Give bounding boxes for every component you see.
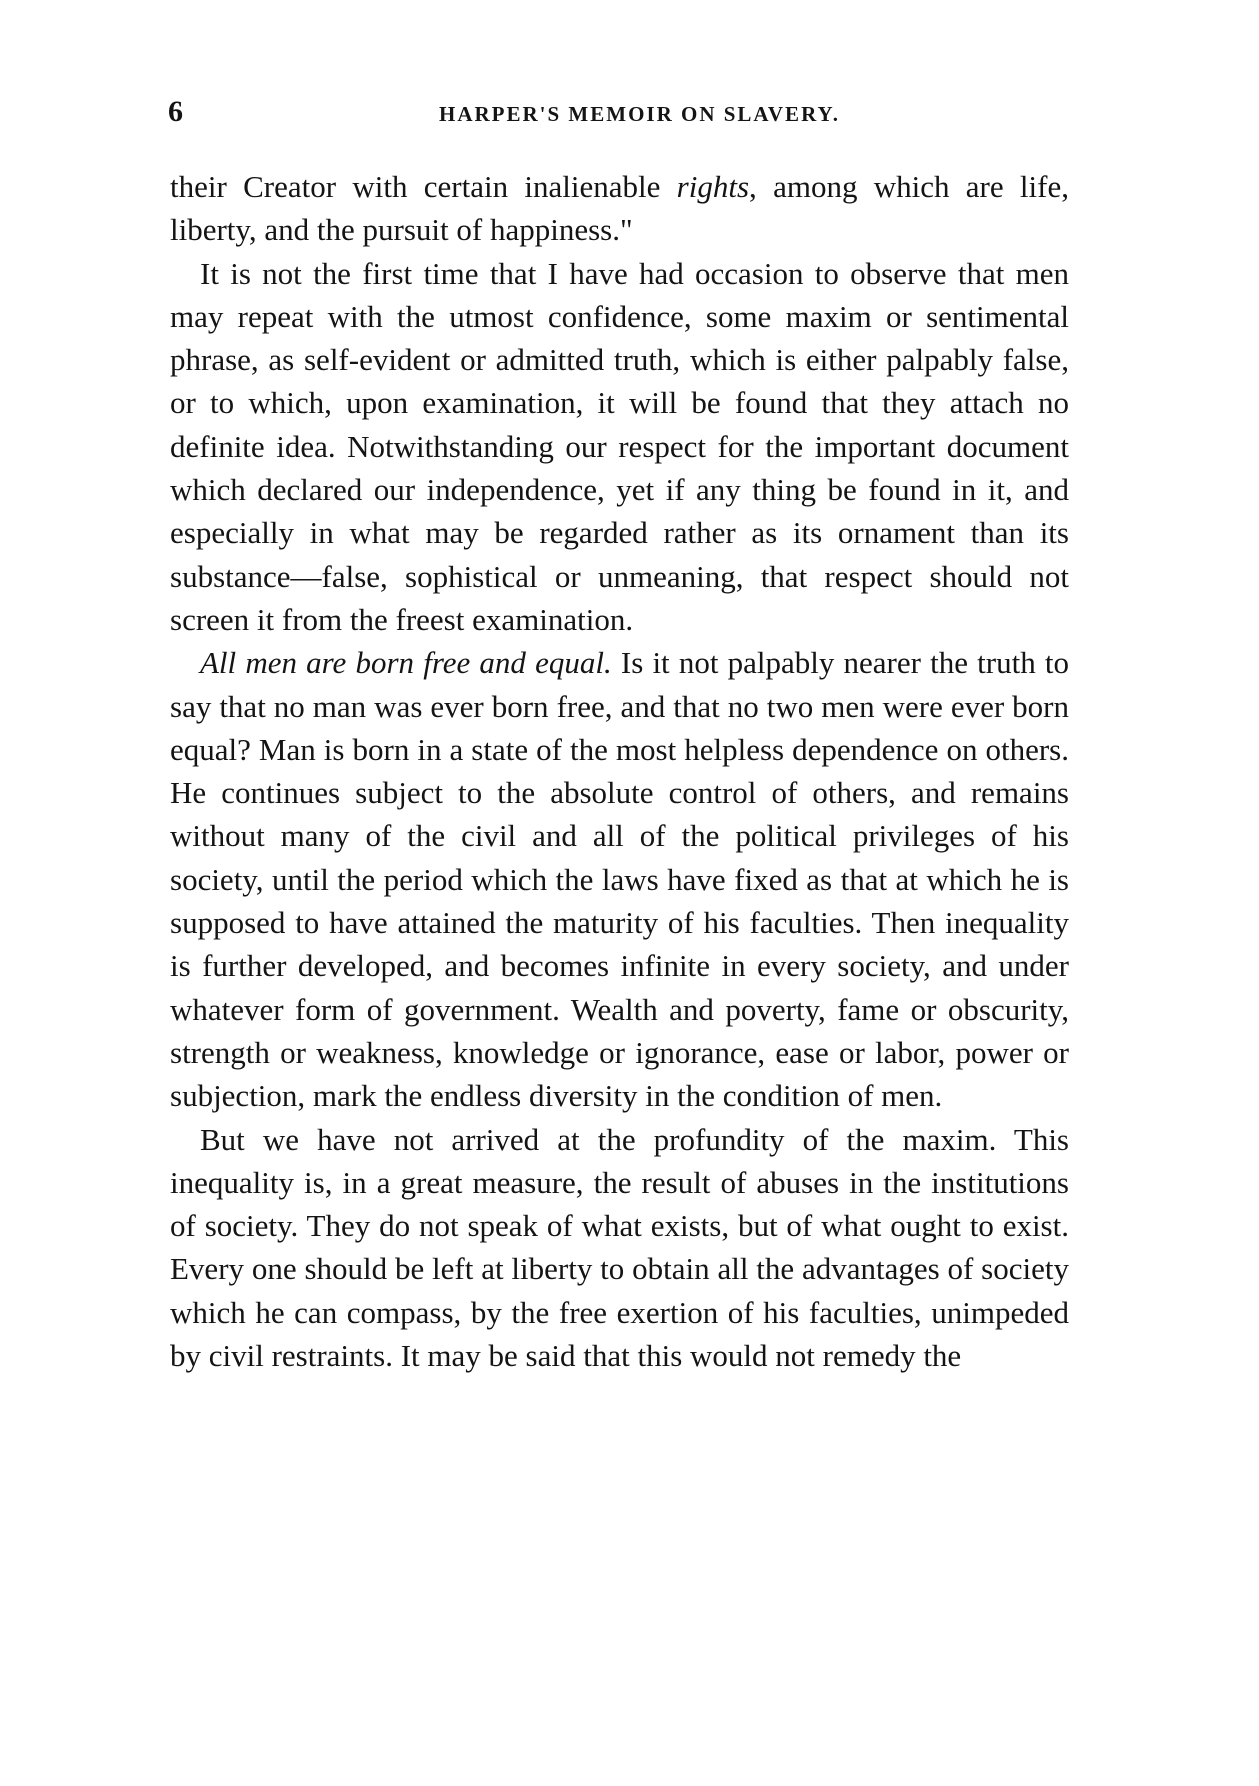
paragraph-3 bbox=[170, 641, 1069, 1117]
body-text bbox=[170, 165, 1069, 1377]
running-title: HARPER'S MEMOIR ON SLAVERY. bbox=[439, 102, 840, 126]
emphasis-rights: rights bbox=[676, 169, 750, 204]
page-number: 6 bbox=[168, 95, 183, 128]
paragraph-4: But we have not arrived at the profundity of the maxim. This inequality is, in a great measure, the result of abuses in the institutions of society. They do not speak of what exists, but of what ought to exist. Every one should be left at liberty to obtain all the advantages of society which he can compass, by the free exertion of his faculties, unimpeded by civil restraints. It may be said that this would not remedy the bbox=[170, 1121, 1069, 1374]
running-head bbox=[168, 92, 1071, 132]
paragraph-1-text-b: , among which are life, liberty, and the pursuit of happiness." bbox=[170, 169, 1069, 248]
paragraph-1 bbox=[170, 165, 1069, 252]
paragraph-1-text-a: their Creator with certain inalienable bbox=[170, 169, 677, 204]
paragraph-3-text: Is it not palpably nearer the truth to say that no man was ever born free, and that no two men were ever born equal? Man is born in a state of the most helpless dependence on others. He continues subject to the absolute control of others, and remains without many of the civil and all of the political privileges of his society, until the period which the laws have fixed as that at which he is supposed to have attained the maturity of his faculties. Then inequality is further developed, and becomes infinite in every society, and under whatever form of government. Wealth and poverty, fame or obscurity, strength or weakness, knowledge or ignorance, ease or labor, power or subjection, mark the endless diversity in the condition of men. bbox=[170, 645, 1069, 1114]
paragraph-2: It is not the first time that I have had occasion to observe that men may repeat with the utmost confidence, some maxim or sentimental phrase, as self-evident or admitted truth, which is either palpably false, or to which, upon examination, it will be found that they attach no definite idea. Notwithstanding our respect for the important document which declared our independence, yet if any thing be found in it, and especially in what may be regarded rather as its ornament than its substance—false, sophistical or unmeaning, that respect should not screen it from the freest examination. bbox=[170, 255, 1069, 637]
emphasis-maxim: All men are born free and equal. bbox=[200, 645, 612, 681]
